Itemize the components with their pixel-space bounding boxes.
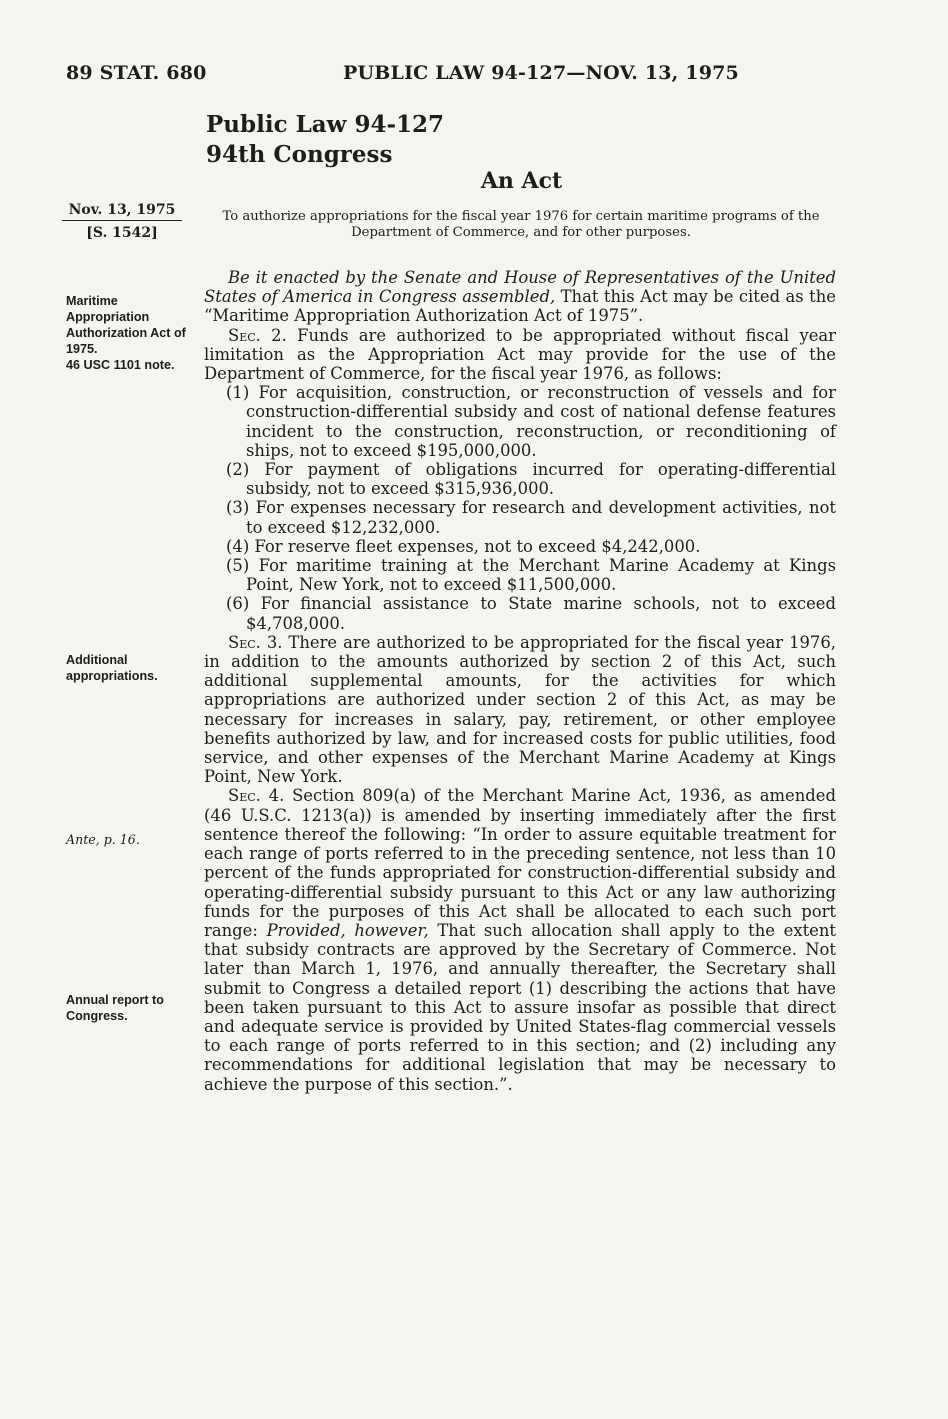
section-4-label: Sec. 4. bbox=[228, 786, 285, 806]
section-3-label: Sec. 3. bbox=[228, 632, 283, 652]
public-law-number: Public Law 94-127 bbox=[206, 111, 445, 138]
law-title-block bbox=[206, 110, 444, 170]
margin-note-maritime: Maritime Appropriation Authorization Act of 1975. bbox=[66, 294, 186, 356]
section-2-label: Sec. 2. bbox=[228, 325, 287, 345]
section-4-text-a: Section 809(a) of the Merchant Marine Act, 1936, as amended (46 U.S.C. 1213(a)) is amended by inserting immediately after the first sentence thereof the following: “In order to assure equitable treatment for each range of ports referred to in the preceding sentence, not less than 10 percent of the funds appropriated for construction-differential subsidy and operating-differential subsidy pursuant to this Act or any law authorizing funds for the purposes of this Act shall be allocated to each such port range: bbox=[204, 786, 836, 940]
section-2-item-2: (2) For payment of obligations incurred for operating-differential subsidy, not to exceed $315,936,000. bbox=[226, 460, 836, 499]
section-2-item-6: (6) For financial assistance to State marine schools, not to exceed $4,708,000. bbox=[226, 594, 836, 633]
section-4 bbox=[204, 786, 836, 1093]
bill-number: [S. 1542] bbox=[86, 225, 158, 241]
section-2 bbox=[204, 326, 836, 384]
act-purpose: To authorize appropriations for the fiscal year 1976 for certain maritime programs of the Department of Commerce, and for other purposes. bbox=[222, 209, 820, 240]
section-2-text: Funds are authorized to be appropriated without fiscal year limitation as the Appropriation Act may provide for the use of the Department of Commerce, for the fiscal year 1976, as follows: bbox=[204, 325, 837, 384]
enacting-clause bbox=[204, 268, 836, 326]
section-2-item-3: (3) For expenses necessary for research and development activities, not to exceed $12,232,000. bbox=[226, 498, 836, 537]
enacting-clause-italic: Be it enacted by the Senate and House of Representatives of the United States of America in Congress assembled, bbox=[204, 268, 836, 307]
margin-note-ante: Ante, p. 16. bbox=[66, 832, 140, 847]
section-2-item-5: (5) For maritime training at the Merchant Marine Academy at Kings Point, New York, not to exceed $11,500,000. bbox=[226, 556, 836, 595]
section-3 bbox=[204, 633, 836, 787]
section-4-provided: Provided, however, bbox=[266, 920, 429, 940]
margin-note-additional: Additional appropriations. bbox=[66, 653, 158, 683]
margin-note-short-title bbox=[66, 293, 201, 373]
enactment-date: Nov. 13, 1975 bbox=[62, 202, 182, 221]
section-2-item-1: (1) For acquisition, construction, or reconstruction of vessels and for construction-differential subsidy and cost of national defense features incident to the construction, reconstruction, or reconditioning of ships, not to exceed $195,000,000. bbox=[226, 383, 836, 460]
section-4-text-b: That such allocation shall apply to the extent that subsidy contracts are approved by the Secretary of Commerce. Not later than March 1, 1976, and annually thereafter, the Secretary shall submit to Congress a detailed report (1) describing the actions that have been taken pursuant to this Act to assure insofar as possible that direct and adequate service is provided by United States-flag commercial vessels to each range of ports referred to in this section; and (2) including any recommendations for additional legislation that may be necessary to achieve the purpose of this section.”. bbox=[204, 920, 837, 1094]
congress-number: 94th Congress bbox=[206, 141, 393, 168]
section-2-item-4: (4) For reserve fleet expenses, not to exceed $4,242,000. bbox=[226, 536, 701, 556]
margin-note-usc: 46 USC 1101 note. bbox=[66, 358, 175, 372]
enactment-date-note bbox=[62, 202, 182, 241]
act-body bbox=[204, 268, 836, 1094]
enacting-clause-rest: That this Act may be cited as the “Maritime Appropriation Authorization Act of 1975”. bbox=[204, 287, 837, 326]
act-heading: An Act bbox=[480, 168, 563, 194]
statute-page-number: 89 STAT. 680 bbox=[66, 62, 207, 84]
section-3-text: There are authorized to be appropriated for the fiscal year 1976, in addition to the amounts authorized by section 2 of this Act, such additional supplemental amounts, for the activities for which appropriations are authorized under section 2 of this Act, as may be necessary for increases in salary, pay, retirement, or other employee benefits authorized by law, and for increased costs for public utilities, food service, and other expenses of the Merchant Marine Academy at Kings Point, New York. bbox=[204, 632, 836, 787]
running-header: PUBLIC LAW 94-127—NOV. 13, 1975 bbox=[343, 62, 739, 84]
margin-note-annual-report: Annual report to Congress. bbox=[66, 993, 164, 1023]
